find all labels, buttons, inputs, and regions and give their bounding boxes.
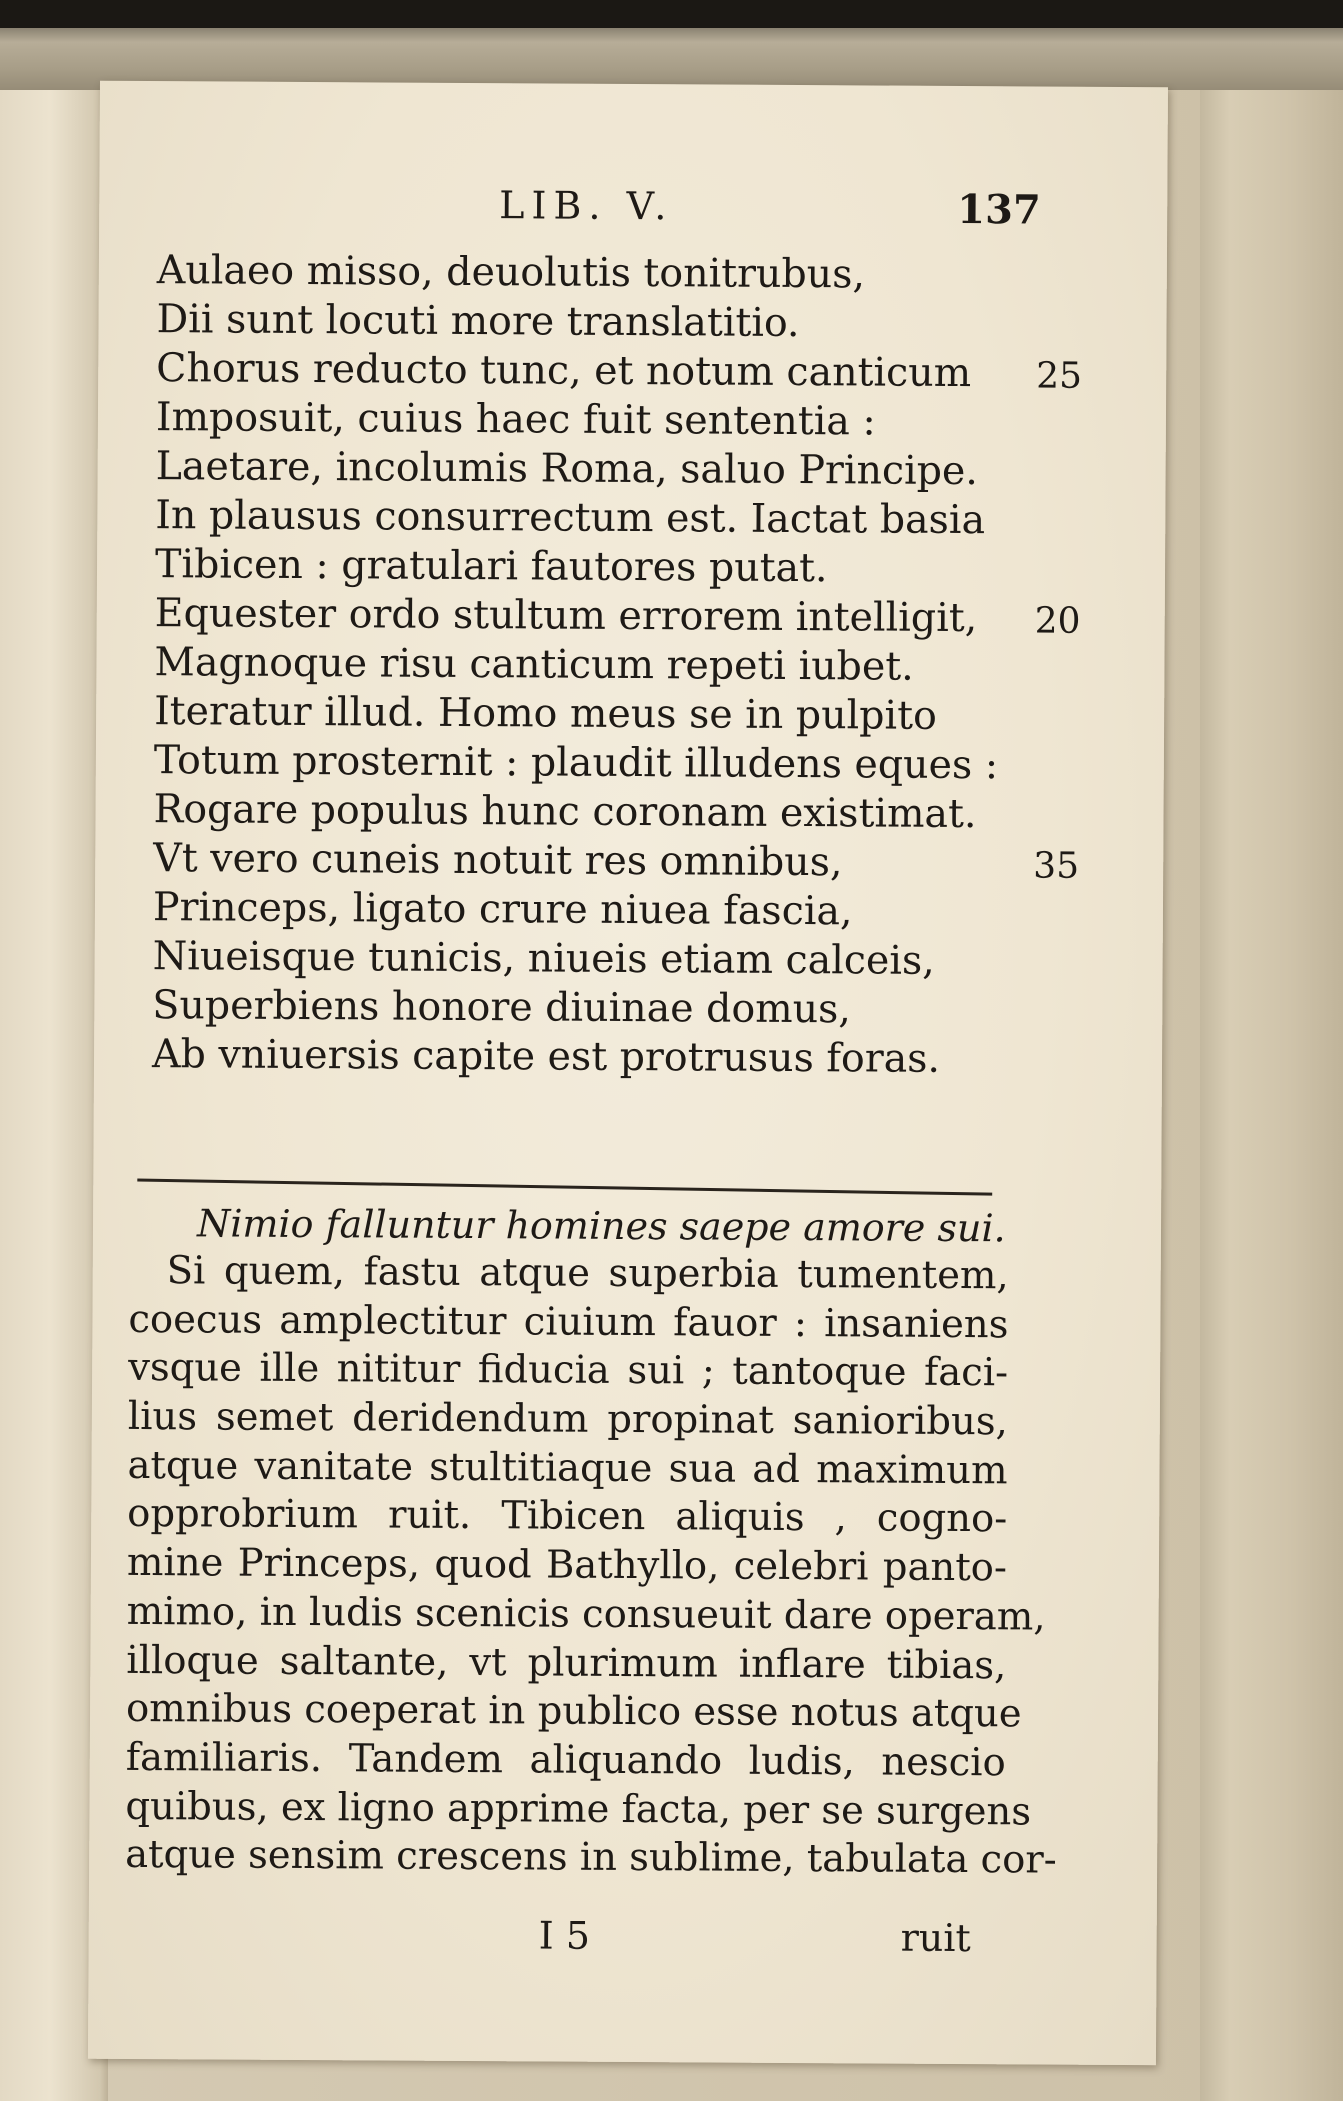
signature-mark: I 5 [538,1913,591,1958]
prose-line: mimo, in ludis scenicis consueuit dare operam, [126,1588,1046,1640]
verse-line: Magnoque risu canticum repeti iubet. [154,639,914,690]
prose-line: atque vanitate stultitiaque sua ad maximum [127,1442,1008,1494]
prose-line: quibus, ex ligno apprime facta, per se surgens [125,1783,1032,1835]
right-page-edges [1200,90,1343,2101]
prose-line: coecus amplectitur ciuium fauor : insaniens [128,1296,1009,1347]
verse-line: Equester ordo stultum errorem intelligit, 20 [155,589,1115,644]
verse-block [152,246,1117,1085]
verse-line: Imposuit, cuius haec fuit sententia : [155,394,876,445]
commentary-block [125,1199,1057,1885]
verse-line: Superbiens honore diuinae domus, [152,982,852,1033]
prose-line: Si quem, fastu atque superbia tumentem, [166,1248,1009,1299]
prose-line: illoque saltante, vt plurimum inflare tibias, [126,1637,1007,1688]
verse-line: Ab vniuersis capite est protrusus foras. [151,1031,941,1082]
page-footer [88,1911,1156,1978]
running-head: LIB. V. [499,183,674,229]
prose-line: omnibus coeperat in publico esse notus atque [125,1686,1022,1737]
catchword: ruit [900,1915,971,1961]
verse-line: Aulaeo misso, deuolutis tonitrubus, [156,247,866,298]
verse-line: Dii sunt locuti more translatitio. [156,296,800,347]
page-header [99,181,1167,248]
line-number: 20 [1034,600,1081,642]
verse-line: Princeps, ligato crure niuea fascia, [152,884,853,935]
verse-line: Rogare populus hunc coronam existimat. [153,786,977,838]
verse-line: Chorus reducto tunc, et notum canticum 25 [156,344,1116,399]
page-number: 137 [957,185,1041,234]
verse-line: Totum prosternit : plaudit illudens eques : [153,737,999,789]
background-dark [0,0,1343,28]
verse-line: Iteratur illud. Homo meus se in pulpito [154,688,937,739]
verse-line: Vt vero cuneis notuit res omnibus, 35 [153,834,1113,889]
verse-line: Laetare, incolumis Roma, saluo Principe. [155,443,979,495]
prose-line: lius semet deridendum propinat sanioribus, [127,1393,1008,1445]
moral-motto: Nimio falluntur homines saepe amore sui. [196,1201,1006,1251]
prose-line: atque sensim crescens in sublime, tabulata cor- [125,1832,1057,1883]
verse-line: Niueisque tunicis, niueis etiam calceis, [152,933,935,984]
prose-line: familiaris. Tandem aliquando ludis, nescio [125,1734,1006,1786]
book-page [88,81,1168,2065]
prose-line: mine Princeps, quod Bathyllo, celebri panto- [126,1540,1008,1591]
verse-line: Tibicen : gratulari fautores putat. [154,541,828,592]
verse-line: In plausus consurrectum est. Iactat basia [155,492,986,544]
prose-line: vsque ille nititur fiducia sui ; tantoque faci- [128,1345,1009,1396]
line-number: 35 [1033,845,1080,887]
prose-line: opprobrium ruit. Tibicen aliquis , cogno- [127,1491,1008,1542]
section-rule [137,1179,992,1196]
line-number: 25 [1036,355,1083,397]
